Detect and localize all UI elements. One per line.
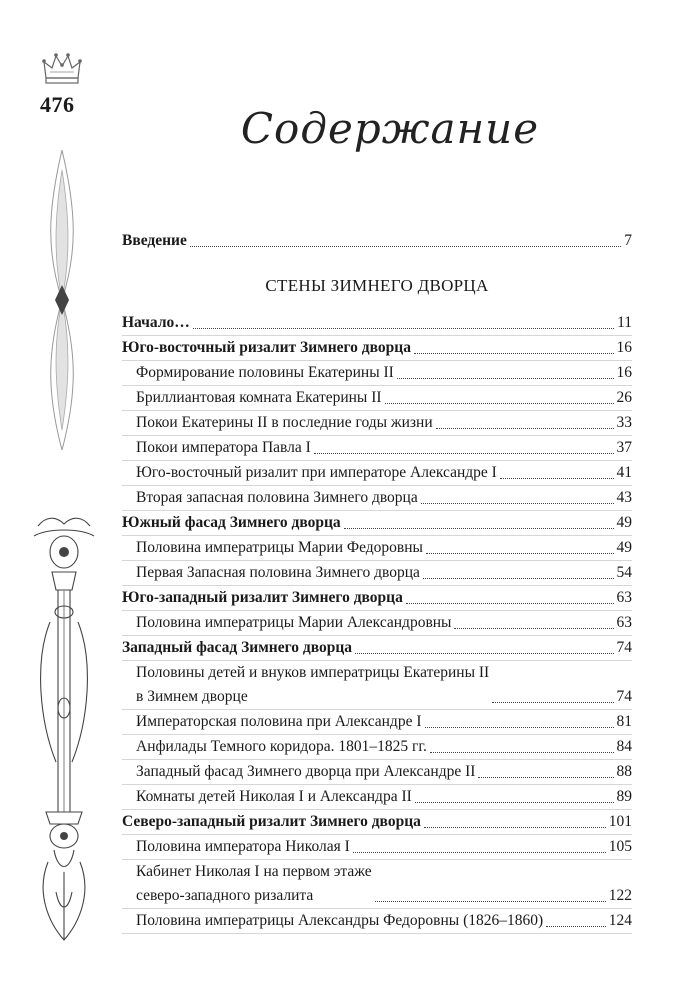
toc-page-number: 26 (616, 389, 632, 406)
toc-row[interactable] (122, 611, 632, 636)
toc-intro (122, 229, 632, 253)
toc-entry-title: Половины детей и внуков императрицы Екатерины II (136, 664, 490, 681)
toc-row[interactable] (122, 760, 632, 785)
toc-entry-title: Бриллиантовая комната Екатерины II (136, 389, 382, 406)
toc-entry-title: Кабинет Николая I на первом этаже (136, 863, 372, 880)
toc-page-number: 101 (608, 813, 632, 830)
toc-page-number: 63 (616, 614, 632, 631)
dot-leader (478, 777, 613, 778)
dot-leader (492, 702, 613, 703)
dot-leader (424, 827, 606, 828)
dot-leader (425, 727, 614, 728)
toc-page-number: 16 (616, 364, 632, 381)
toc-entry-title: Формирование половины Екатерины II (136, 364, 394, 381)
toc-page-number: 105 (608, 838, 632, 855)
toc-row[interactable] (122, 486, 632, 511)
toc-entry-title: Покои императора Павла I (136, 439, 311, 456)
dot-leader (344, 528, 614, 529)
dot-leader (353, 852, 606, 853)
toc-entry-title: Введение (122, 232, 187, 249)
dot-leader (190, 246, 621, 247)
toc-page-number: 74 (616, 639, 632, 656)
toc-entry-title: Начало… (122, 314, 190, 331)
toc-row[interactable] (122, 860, 632, 909)
toc-entry-title: Вторая запасная половина Зимнего дворца (136, 489, 418, 506)
toc-page-number: 7 (624, 232, 632, 249)
toc-entry-title: Западный фасад Зимнего дворца при Александре II (136, 763, 476, 780)
table-of-contents (122, 311, 632, 934)
toc-page-number: 124 (608, 912, 632, 929)
toc-page-number: 81 (616, 713, 632, 730)
toc-page-number: 11 (617, 314, 632, 331)
toc-entry-title: Юго-восточный ризалит Зимнего дворца (122, 339, 411, 356)
toc-entry-title: Половина императора Николая I (136, 838, 350, 855)
dot-leader (436, 428, 614, 429)
toc-page-number: 16 (616, 339, 632, 356)
toc-row[interactable] (122, 909, 632, 934)
toc-entry-title: Комнаты детей Николая I и Александра II (136, 788, 412, 805)
diamond-ornament (42, 150, 82, 450)
toc-row[interactable] (122, 361, 632, 386)
toc-page-number: 37 (616, 439, 632, 456)
dot-leader (454, 628, 613, 629)
dot-leader (193, 328, 614, 329)
toc-page-number: 84 (616, 738, 632, 755)
toc-row[interactable] (122, 710, 632, 735)
toc-row[interactable] (122, 229, 632, 253)
toc-entry-title: Половина императрицы Марии Александровны (136, 614, 452, 631)
toc-row[interactable] (122, 735, 632, 760)
toc-row[interactable] (122, 461, 632, 486)
toc-entry-title: Западный фасад Зимнего дворца (122, 639, 353, 656)
toc-entry-title-continued: в Зимнем дворце (136, 688, 248, 705)
toc-entry-title: Юго-западный ризалит Зимнего дворца (122, 589, 403, 606)
toc-row[interactable] (122, 386, 632, 411)
toc-page-number: 89 (616, 788, 632, 805)
toc-entry-title: Южный фасад Зимнего дворца (122, 514, 341, 531)
toc-entry-title: Половина императрицы Марии Федоровны (136, 539, 423, 556)
dot-leader (314, 453, 614, 454)
toc-row[interactable] (122, 311, 632, 336)
toc-row[interactable] (122, 785, 632, 810)
toc-page-number: 74 (616, 688, 632, 705)
toc-page-number: 54 (616, 564, 632, 581)
toc-row[interactable] (122, 586, 632, 611)
toc-page-number: 88 (616, 763, 632, 780)
dot-leader (397, 378, 614, 379)
dot-leader (385, 403, 614, 404)
toc-row[interactable] (122, 336, 632, 361)
dot-leader (355, 653, 613, 654)
toc-page-number: 122 (608, 887, 632, 904)
toc-row[interactable] (122, 411, 632, 436)
dot-leader (406, 603, 614, 604)
toc-page-number: 33 (616, 414, 632, 431)
toc-page-number: 49 (616, 539, 632, 556)
toc-entry-title-continued: северо-западного ризалита (136, 887, 314, 904)
toc-row[interactable] (122, 436, 632, 461)
toc-page-number: 43 (616, 489, 632, 506)
dot-leader (421, 503, 614, 504)
toc-page-number: 63 (616, 589, 632, 606)
section-title: СТЕНЫ ЗИМНЕГО ДВОРЦА (265, 276, 489, 295)
toc-row[interactable] (122, 536, 632, 561)
page-number: 476 (40, 92, 75, 117)
toc-page-number: 41 (616, 464, 632, 481)
toc-row[interactable] (122, 835, 632, 860)
toc-row[interactable] (122, 661, 632, 710)
toc-entry-title: Половина императрицы Александры Федоровны (1826–1860) (136, 912, 544, 929)
toc-entry-title: Анфилады Темного коридора. 1801–1825 гг. (136, 738, 427, 755)
candelabrum-ornament (28, 512, 100, 942)
toc-row[interactable] (122, 810, 632, 835)
dot-leader (415, 802, 614, 803)
toc-entry-title: Императорская половина при Александре I (136, 713, 422, 730)
dot-leader (426, 553, 614, 554)
toc-entry-title: Покои Екатерины II в последние годы жизни (136, 414, 433, 431)
toc-entry-title: Северо-западный ризалит Зимнего дворца (122, 813, 421, 830)
page-title: Содержание (240, 104, 540, 153)
toc-page-number: 49 (616, 514, 632, 531)
dot-leader (423, 578, 614, 579)
dot-leader (546, 926, 606, 927)
toc-entry-title: Первая Запасная половина Зимнего дворца (136, 564, 420, 581)
toc-row[interactable] (122, 636, 632, 661)
dot-leader (375, 901, 606, 902)
toc-row[interactable] (122, 561, 632, 586)
dot-leader (500, 478, 614, 479)
dot-leader (414, 353, 614, 354)
dot-leader (430, 752, 614, 753)
toc-entry-title: Юго-восточный ризалит при императоре Александре I (136, 464, 497, 481)
toc-row[interactable] (122, 511, 632, 536)
crown-icon (42, 52, 82, 86)
